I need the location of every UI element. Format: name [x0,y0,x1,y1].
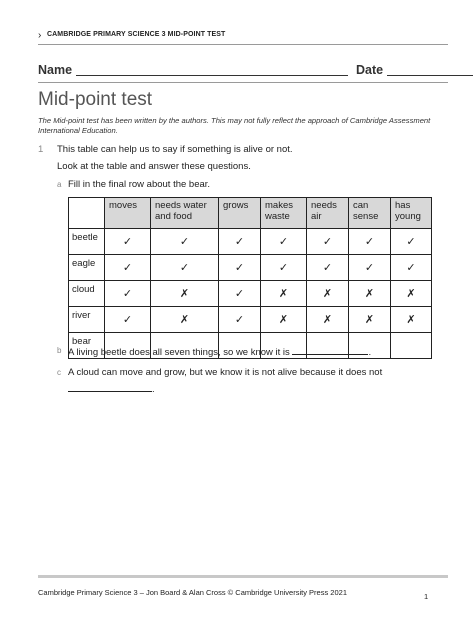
table-cell: ✗ [391,281,432,307]
row-label: river [69,307,105,333]
question-instruction: Look at the table and answer these questions. [57,161,251,172]
column-header: moves [105,198,151,229]
question-number: 1 [38,144,44,155]
part-c-text: A cloud can move and grow, but we know it is not alive because it does not [68,367,383,378]
table-cell: ✓ [219,281,261,307]
running-header [38,30,448,44]
name-label: Name [38,63,73,77]
table-cell: ✓ [391,229,432,255]
part-c-end: . [152,384,155,395]
table-header-row [69,198,432,229]
table-corner-cell [69,198,105,229]
table-cell: ✗ [349,281,391,307]
series-title: CAMBRIDGE PRIMARY SCIENCE 3 MID-POINT TEST [47,31,226,38]
table-cell: ✓ [349,255,391,281]
table-cell: ✓ [219,229,261,255]
table-cell: ✓ [105,229,151,255]
part-b-text: A living beetle does all seven things, so we know it is [68,347,290,358]
table-cell: ✓ [151,229,219,255]
page-number: 1 [424,592,429,601]
table-row [69,255,432,281]
part-b-answer-blank[interactable] [292,345,368,355]
table-cell: ✓ [151,255,219,281]
table-cell: ✗ [391,307,432,333]
part-b-line [68,345,371,358]
table-cell: ✗ [307,307,349,333]
row-label: cloud [69,281,105,307]
table-cell: ✓ [105,281,151,307]
table-cell: ✓ [391,255,432,281]
row-label: eagle [69,255,105,281]
part-c-answer-blank[interactable] [68,382,152,392]
table-cell: ✗ [307,281,349,307]
column-header: needs water and food [151,198,219,229]
header-divider [38,44,448,45]
footer-credit: Cambridge Primary Science 3 – Jon Board & Alan Cross © Cambridge University Press 2021 [38,588,347,597]
table-row [69,307,432,333]
table-cell: ✓ [219,307,261,333]
footer-divider [38,575,448,578]
column-header: makes waste [261,198,307,229]
row-label: beetle [69,229,105,255]
table-cell: ✗ [261,281,307,307]
name-divider [38,82,448,83]
table-cell: ✓ [307,255,349,281]
table-cell: ✗ [261,307,307,333]
part-c-letter: c [57,368,61,377]
part-c-line2 [68,382,155,395]
date-label: Date [356,63,384,77]
chevron-right-icon: › [38,30,42,41]
name-blank[interactable] [76,75,348,76]
question-stem: This table can help us to say if something is alive or not. [57,144,293,155]
table-cell: ✓ [349,229,391,255]
row-label: bear [69,333,105,359]
disclaimer: The Mid-point test has been written by the authors. This may not fully reflect the approach of Cambridge Assessment International Education. [38,116,431,135]
table-cell: ✓ [307,229,349,255]
table-cell: ✗ [151,307,219,333]
table-cell: ✓ [261,229,307,255]
table-cell: ✓ [105,255,151,281]
part-b-letter: b [57,346,62,355]
table-cell: ✓ [219,255,261,281]
alive-table [68,197,432,359]
page-title: Mid-point test [38,89,153,110]
date-blank[interactable] [387,75,473,76]
table-row [69,229,432,255]
table-row [69,281,432,307]
part-a-text: Fill in the final row about the bear. [68,179,211,190]
column-header: has young [391,198,432,229]
column-header: can sense [349,198,391,229]
column-header: grows [219,198,261,229]
column-header: needs air [307,198,349,229]
part-b-end: . [368,347,372,358]
part-a-letter: a [57,180,62,189]
table-cell: ✓ [261,255,307,281]
table-cell: ✓ [105,307,151,333]
table-cell: ✗ [349,307,391,333]
answer-cell[interactable] [391,333,432,359]
table-cell: ✗ [151,281,219,307]
name-date-line [38,61,448,81]
